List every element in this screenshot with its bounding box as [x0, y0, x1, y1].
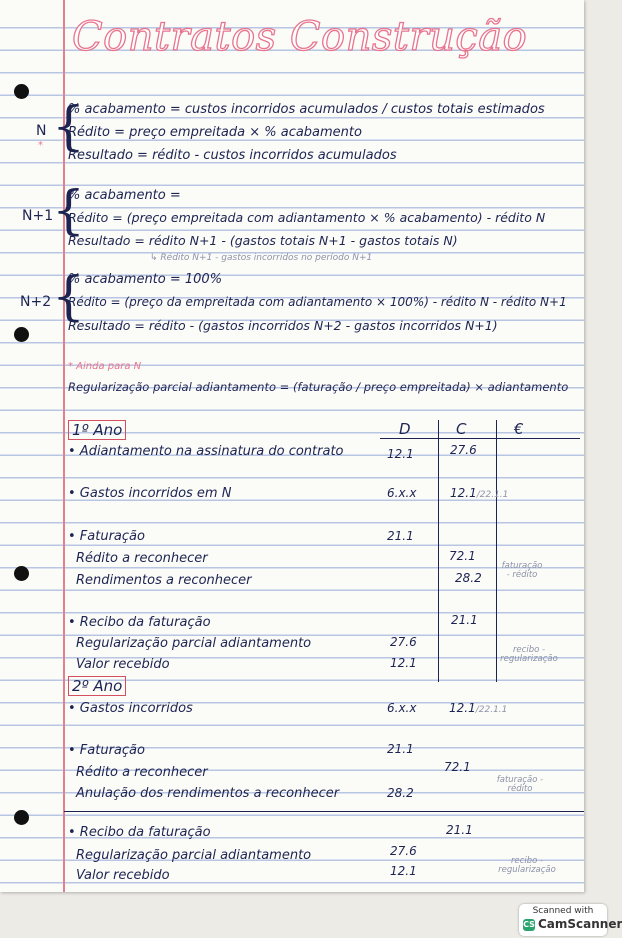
debit-value: 6.x.x [387, 486, 417, 500]
binder-hole [14, 810, 29, 825]
debit-value: 21.1 [387, 742, 414, 756]
formula-n1-note: ↳ Rédito N+1 - gastos incorridos no período N+1 [150, 253, 373, 263]
entry-anulacao-rendimentos: Anulação dos rendimentos a reconhecer [76, 786, 340, 801]
binder-hole [14, 327, 29, 342]
debit-value: 27.6 [390, 635, 417, 649]
year-label-n2: N+2 [20, 294, 52, 310]
brace-icon: { [52, 97, 86, 157]
debit-value: 6.x.x [387, 701, 417, 715]
credit-value: 27.6 [450, 443, 477, 457]
binder-hole [14, 566, 29, 581]
ainda-note: * Ainda para N [68, 361, 142, 372]
formula-n2-redito: Rédito = (preço da empreitada com adiantamento × 100%) - rédito N - rédito N+1 [68, 295, 567, 309]
entry-rendimentos-reconhecer: Rendimentos a reconhecer [76, 573, 252, 588]
year-label-n1: N+1 [22, 208, 54, 224]
table-column-rule [438, 420, 439, 682]
entry-regularizacao-2: Regularização parcial adiantamento [76, 848, 312, 863]
watermark-caption: Scanned with [532, 906, 594, 916]
formula-n-percent: % acabamento = custos incorridos acumulados / custos totais estimados [68, 102, 545, 117]
watermark-name: CamScanner [538, 917, 622, 931]
credit-value: 72.1 [444, 760, 471, 774]
credit-value: 12.1/22.1.1 [450, 486, 509, 500]
entry-recibo-faturacao-2: • Recibo da faturação [68, 825, 211, 840]
debit-value: 28.2 [387, 786, 414, 800]
entry-gastos-n: • Gastos incorridos em N [68, 486, 232, 501]
brace-icon: { [52, 267, 86, 327]
binder-hole [14, 84, 29, 99]
formula-n2-resultado: Resultado = rédito - (gastos incorridos N+2 - gastos incorridos N+1) [68, 318, 498, 333]
entry-redito-reconhecer: Rédito a reconhecer [76, 551, 208, 566]
formula-regularizacao: Regularização parcial adiantamento = (faturação / preço empreitada) × adiantamento [68, 380, 569, 394]
debit-value: 12.1 [387, 447, 414, 461]
col-header-credit: C [456, 420, 467, 438]
page-title: Contratos Construção [72, 14, 528, 60]
side-note: recibo - regularização [498, 856, 556, 875]
credit-value: 28.2 [455, 571, 482, 585]
credit-value: 12.1/22.1.1 [449, 701, 508, 715]
debit-value: 27.6 [390, 844, 417, 858]
entry-valor-recebido-2: Valor recebido [76, 868, 170, 883]
entry-redito-reconhecer-2: Rédito a reconhecer [76, 765, 208, 780]
formula-n2-percent: % acabamento = 100% [68, 272, 223, 287]
brace-icon: { [52, 181, 86, 241]
formula-n1-resultado: Resultado = rédito N+1 - (gastos totais N+1 - gastos totais N) [68, 233, 458, 248]
year-label-n: N [36, 123, 47, 139]
entry-adiantamento: • Adiantamento na assinatura do contrato [68, 444, 344, 459]
debit-value: 12.1 [390, 864, 417, 878]
debit-value: 12.1 [390, 656, 417, 670]
table-column-rule [496, 420, 497, 682]
col-header-debit: D [399, 420, 411, 438]
entry-gastos-incorridos: • Gastos incorridos [68, 701, 193, 716]
entry-faturacao-2: • Faturação [68, 743, 145, 758]
debit-value: 21.1 [387, 529, 414, 543]
camscanner-logo-icon: CS [523, 920, 535, 929]
side-note: faturação - rédito [501, 561, 543, 580]
formula-n-redito: Rédito = preço empreitada × % acabamento [68, 125, 362, 140]
formula-n1-percent: % acabamento = [68, 188, 181, 203]
credit-value: 21.1 [451, 613, 478, 627]
credit-value: 72.1 [449, 549, 476, 563]
entry-recibo-faturacao: • Recibo da faturação [68, 615, 211, 630]
year1-label: 1º Ano [68, 421, 126, 439]
formula-n1-redito: Rédito = (preço empreitada com adiantamento × % acabamento) - rédito N [68, 210, 546, 225]
formula-n-resultado: Resultado = rédito - custos incorridos acumulados [68, 148, 397, 163]
col-header-euro: € [514, 420, 524, 438]
asterisk-mark: * [38, 140, 43, 151]
year2-label: 2º Ano [68, 677, 126, 695]
entry-faturacao: • Faturação [68, 529, 145, 544]
entry-regularizacao: Regularização parcial adiantamento [76, 636, 312, 651]
table-header-rule [380, 438, 580, 439]
section-divider [64, 811, 584, 812]
credit-value: 21.1 [446, 823, 473, 837]
side-note: recibo - regularização [500, 645, 558, 664]
side-note: faturação - rédito [496, 775, 544, 794]
entry-valor-recebido: Valor recebido [76, 657, 170, 672]
camscanner-watermark [519, 904, 622, 936]
